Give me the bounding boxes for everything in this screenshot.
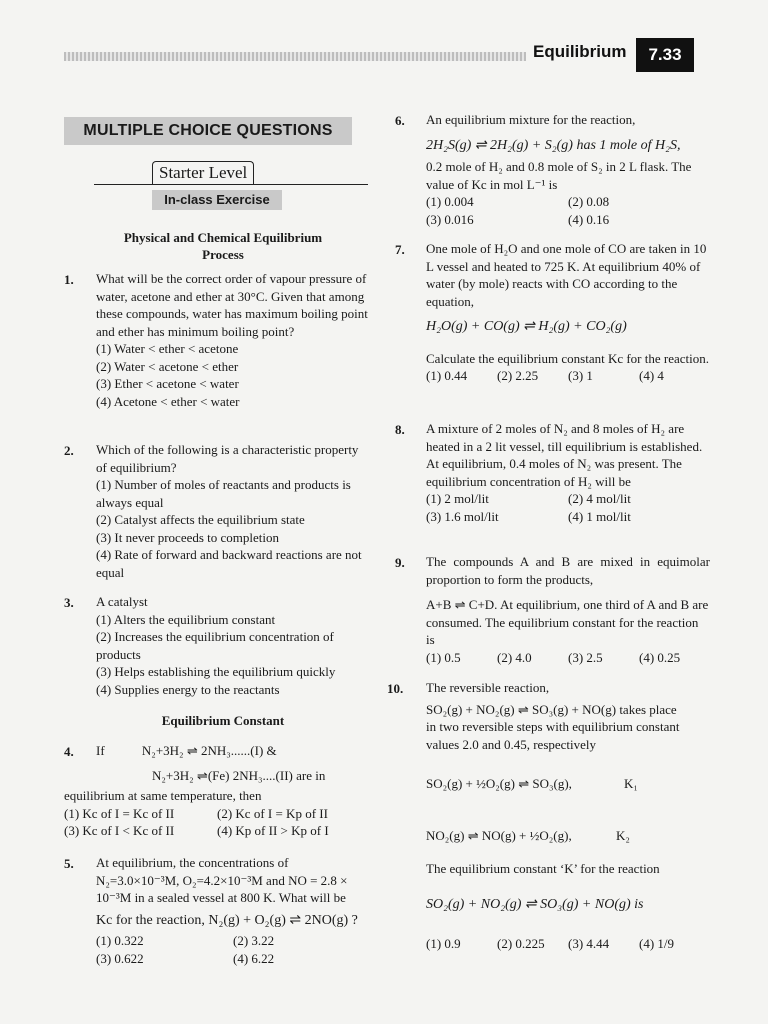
question-6: [426, 111, 710, 228]
q10-step-1: SO₂(g) + ½O₂(g) ⇌ SO₃(g),: [426, 776, 572, 791]
q8-text: A mixture of 2 moles of N₂ and 8 moles of H₂ are heated in a 2 lit vessel, till equilibrium is established. At equilibrium, 0.4 moles of N₂ was present. The equilibrium concentration of H₂ will be: [426, 421, 703, 489]
level-underline: [94, 184, 368, 185]
q10-text: The reversible reaction,: [426, 680, 550, 695]
q8-option-3: (3) 1.6 mol/lit: [426, 508, 499, 524]
q4-option-3: (3) Kc of I < Kc of II: [64, 823, 175, 838]
q4-number: 4.: [64, 744, 74, 759]
q6-number: 6.: [395, 113, 405, 128]
question-4: [64, 742, 370, 840]
q6-text: An equilibrium mixture for the reaction,: [426, 112, 636, 127]
q10-option-3: (3) 4.44: [568, 936, 610, 951]
q1-option-2: (2) Water < acetone < ether: [96, 358, 239, 374]
q7-option-2: (2) 2.25: [497, 368, 539, 383]
q3-option-2: (2) Increases the equilibrium concentration of products: [96, 629, 334, 662]
q8-number: 8.: [395, 422, 405, 437]
q4-text: equilibrium at same temperature, then: [64, 788, 262, 803]
q7-equation: H₂O(g) + CO(g) ⇌ H₂(g) + CO₂(g): [426, 319, 627, 334]
q7-number: 7.: [395, 242, 405, 257]
q4-option-2: (2) Kc of I = Kp of II: [217, 805, 328, 821]
q10-equation-2: SO₂(g) + NO₂(g) ⇌ SO₃(g) + NO(g) is: [426, 896, 644, 912]
q5-option-1: (1) 0.322: [96, 933, 144, 948]
mcq-banner: MULTIPLE CHOICE QUESTIONS: [64, 117, 352, 145]
q3-option-3: (3) Helps establishing the equilibrium quickly: [96, 664, 336, 679]
q2-option-1: (1) Number of moles of reactants and products is always equal: [96, 477, 351, 510]
q6-equation: 2H₂S(g) ⇌ 2H₂(g) + S₂(g) has 1 mole of H₂S,: [426, 137, 681, 153]
q5-option-3: (3) 0.622: [96, 950, 144, 966]
q2-option-2: (2) Catalyst affects the equilibrium state: [96, 512, 305, 527]
q6-option-2: (2) 0.08: [568, 194, 610, 209]
q2-option-4: (4) Rate of forward and backward reactions are not equal: [96, 547, 362, 580]
page-number: 7.33: [636, 38, 694, 72]
exercise-banner: In-class Exercise: [152, 190, 282, 210]
q3-option-1: (1) Alters the equilibrium constant: [96, 611, 276, 627]
q9-number: 9.: [395, 555, 405, 570]
q10-text-2: in two reversible steps with equilibrium constant values 2.0 and 0.45, respectively: [426, 719, 680, 752]
q8-option-1: (1) 2 mol/lit: [426, 491, 489, 506]
q9-text: The compounds A and B are mixed in equimolar proportion to form the products,: [426, 554, 710, 587]
q5-option-2: (2) 3.22: [233, 933, 275, 948]
q10-text-3: The equilibrium constant ‘K’ for the reaction: [426, 861, 660, 876]
level-title: Starter Level: [152, 161, 254, 184]
q5-text-2: Kc for the reaction, N₂(g) + O₂(g) ⇌ 2NO(g) ?: [96, 912, 358, 928]
question-1: [96, 270, 370, 410]
q1-option-3: (3) Ether < acetone < water: [96, 376, 239, 391]
q8-option-2: (2) 4 mol/lit: [568, 491, 631, 506]
q4-equation-1: N₂+3H₂ ⇌ 2NH₃......(I) &: [141, 743, 277, 758]
q1-option-4: (4) Acetone < ether < water: [96, 393, 240, 409]
q9-option-2: (2) 4.0: [497, 649, 532, 665]
q1-option-1: (1) Water < ether < acetone: [96, 341, 239, 356]
q1-number: 1.: [64, 272, 74, 287]
q10-k1: K₁: [624, 776, 638, 791]
q9-option-3: (3) 2.5: [568, 649, 603, 665]
q4-option-1: (1) Kc of I = Kc of II: [64, 805, 175, 821]
q8-option-4: (4) 1 mol/lit: [568, 508, 631, 524]
q10-number: 10.: [387, 681, 404, 696]
q3-number: 3.: [64, 595, 74, 610]
section-heading-constant: Equilibrium Constant: [161, 713, 285, 728]
q10-k2: K₂: [616, 827, 630, 843]
q2-number: 2.: [64, 443, 74, 458]
q10-option-4: (4) 1/9: [639, 936, 675, 951]
question-9: [426, 553, 710, 666]
q3-option-4: (4) Supplies energy to the reactants: [96, 681, 280, 697]
q5-option-4: (4) 6.22: [233, 950, 275, 966]
question-8: [426, 420, 710, 525]
header-rule: [64, 52, 526, 61]
q6-option-1: (1) 0.004: [426, 194, 474, 209]
q6-option-3: (3) 0.016: [426, 211, 474, 227]
q6-text-2: 0.2 mole of H₂ and 0.8 mole of S₂ in 2 L flask. The value of Kc in mol L⁻¹ is: [426, 159, 692, 192]
question-2: [96, 441, 370, 581]
q4-option-4: (4) Kp of II > Kp of I: [217, 823, 329, 838]
q5-text: At equilibrium, the concentrations of N₂=3.0×10⁻³M, O₂=4.2×10⁻³M and NO = 2.8 × 10⁻³M in a sealed vessel at 800 K. What will be: [96, 855, 348, 905]
q6-option-4: (4) 0.16: [568, 211, 610, 227]
q3-text: A catalyst: [96, 594, 148, 609]
q1-text: What will be the correct order of vapour pressure of water, acetone and ether at 30°C. Given that among these compounds, water has maximum boiling point and ether has minimum boiling point?: [96, 271, 368, 339]
q9-option-4: (4) 0.25: [639, 649, 681, 665]
q7-option-1: (1) 0.44: [426, 368, 468, 383]
question-10: [426, 679, 710, 953]
q2-text: Which of the following is a characteristic property of equilibrium?: [96, 442, 359, 475]
q2-option-3: (3) It never proceeds to completion: [96, 529, 280, 545]
q10-equation: SO₂(g) + NO₂(g) ⇌ SO₃(g) + NO(g) takes place: [426, 701, 677, 717]
q9-text-2: A+B ⇌ C+D. At equilibrium, one third of A and B are consumed. The equilibrium constant for the reaction is: [426, 597, 709, 647]
q7-option-4: (4) 4: [639, 368, 664, 383]
q4-if: If: [96, 743, 105, 758]
q10-option-2: (2) 0.225: [497, 936, 545, 951]
chapter-title: Equilibrium: [533, 42, 627, 61]
q9-option-1: (1) 0.5: [426, 649, 461, 665]
question-5: [96, 854, 370, 967]
q7-option-3: (3) 1: [568, 368, 593, 383]
q7-text: One mole of H₂O and one mole of CO are taken in 10 L vessel and heated to 725 K. At equilibrium 40% of water (by mole) reacts with CO according to the equation,: [426, 241, 707, 309]
section-heading-physical: Physical and Chemical Equilibrium Process: [123, 230, 323, 262]
q7-text-2: Calculate the equilibrium constant Kc for the reaction.: [426, 350, 710, 366]
q4-equation-2: N₂+3H₂ ⇌(Fe) 2NH₃....(II) are in: [152, 767, 326, 783]
question-3: [96, 593, 370, 698]
q10-step-2: NO₂(g) ⇌ NO(g) + ½O₂(g),: [426, 827, 572, 843]
question-7: [426, 240, 710, 385]
q5-number: 5.: [64, 856, 74, 871]
q10-option-1: (1) 0.9: [426, 936, 461, 951]
